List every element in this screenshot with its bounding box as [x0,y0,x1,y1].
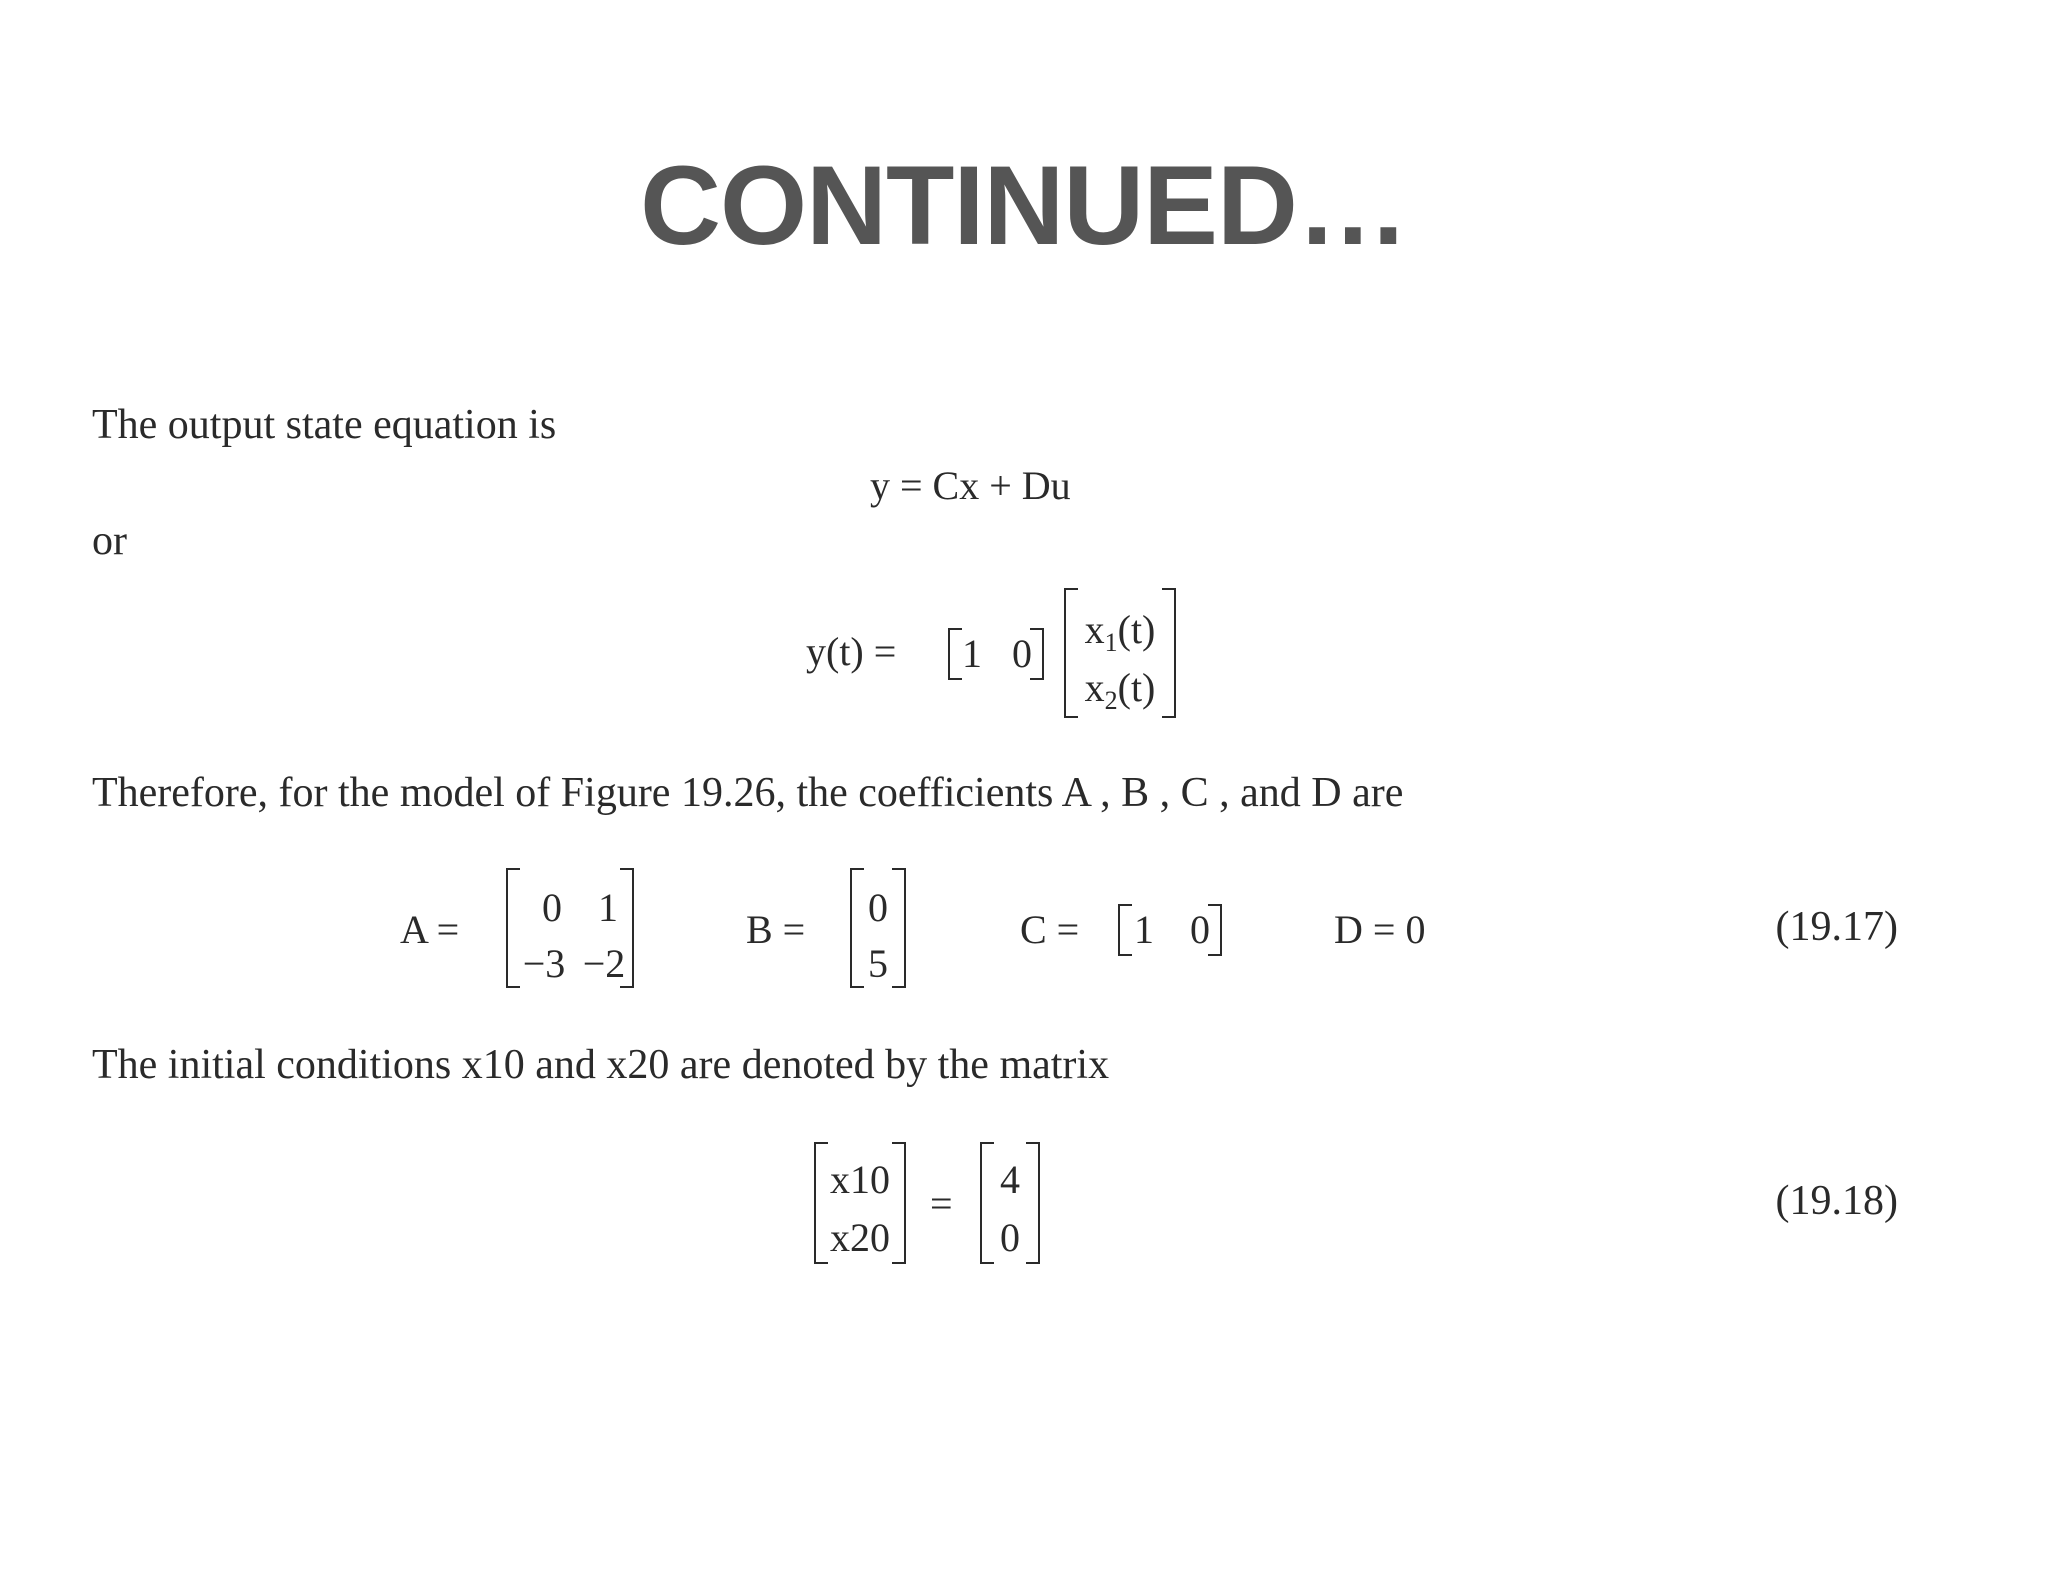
bracket-left [814,1142,828,1264]
equation-b-label: B = [746,907,806,952]
equation-number-1917: (19.17) [1775,904,1898,950]
matrix-cell: 0 [1012,631,1032,676]
matrix-cell: $x_1(t)$ [1084,607,1156,657]
bracket-left [980,1142,994,1264]
matrix-cell: 0 [868,885,888,930]
bracket-left [1118,904,1132,956]
bracket-left [948,628,962,680]
bracket-right [1030,628,1044,680]
bracket-right [892,1142,906,1264]
matrix-cell: 1 [598,885,618,930]
equation-c-label: C = [1020,907,1080,952]
matrix-ic-vars [816,1142,904,1264]
equation-number-1918: (19.18) [1775,1178,1898,1224]
bracket-left [1064,588,1078,718]
bracket-right [892,868,906,988]
bracket-right [1026,1142,1040,1264]
matrix-ic-values [982,1142,1038,1264]
paragraph-initial-conditions: The initial conditions x10 and x20 are denoted by the matrix [92,1042,1110,1088]
matrix-cell: 0 [542,885,562,930]
matrix-cell: −2 [582,941,626,986]
equation-d: D = 0 [1334,907,1426,952]
matrix-cell: 4 [1000,1157,1020,1202]
bracket-right [1162,588,1176,718]
equation-ic-equals: = [930,1181,953,1226]
matrix-cell: −3 [522,941,566,986]
equation-output: y = Cx + Du [870,463,1071,508]
equation-yt-lhs: y(t) = [806,629,897,674]
matrix-cell: 1 [1134,907,1154,952]
matrix-cell: $x_2(t)$ [1084,665,1156,715]
matrix-yt-col [1066,588,1174,718]
matrix-cell: x10 [830,1157,890,1202]
matrix-yt-row [950,628,1042,680]
paragraph-coefficients: Therefore, for the model of Figure 19.26, the coefficients A , B , C , and D are [92,770,1404,816]
matrix-cell: 0 [1000,1215,1020,1260]
paragraph-output-state: The output state equation is [92,402,557,448]
equation-a-label: A = [400,907,460,952]
matrix-cell: 0 [1190,907,1210,952]
matrix-cell: x20 [830,1215,890,1260]
matrix-cell: 1 [962,631,982,676]
matrix-cell: 5 [868,941,888,986]
bracket-left [506,868,520,988]
bracket-right [1208,904,1222,956]
matrix-c [1120,904,1220,956]
paragraph-or: or [92,518,127,564]
matrix-b [852,868,904,988]
slide-title: CONTINUED… [640,143,1408,268]
matrix-a [508,868,632,988]
bracket-left [850,868,864,988]
